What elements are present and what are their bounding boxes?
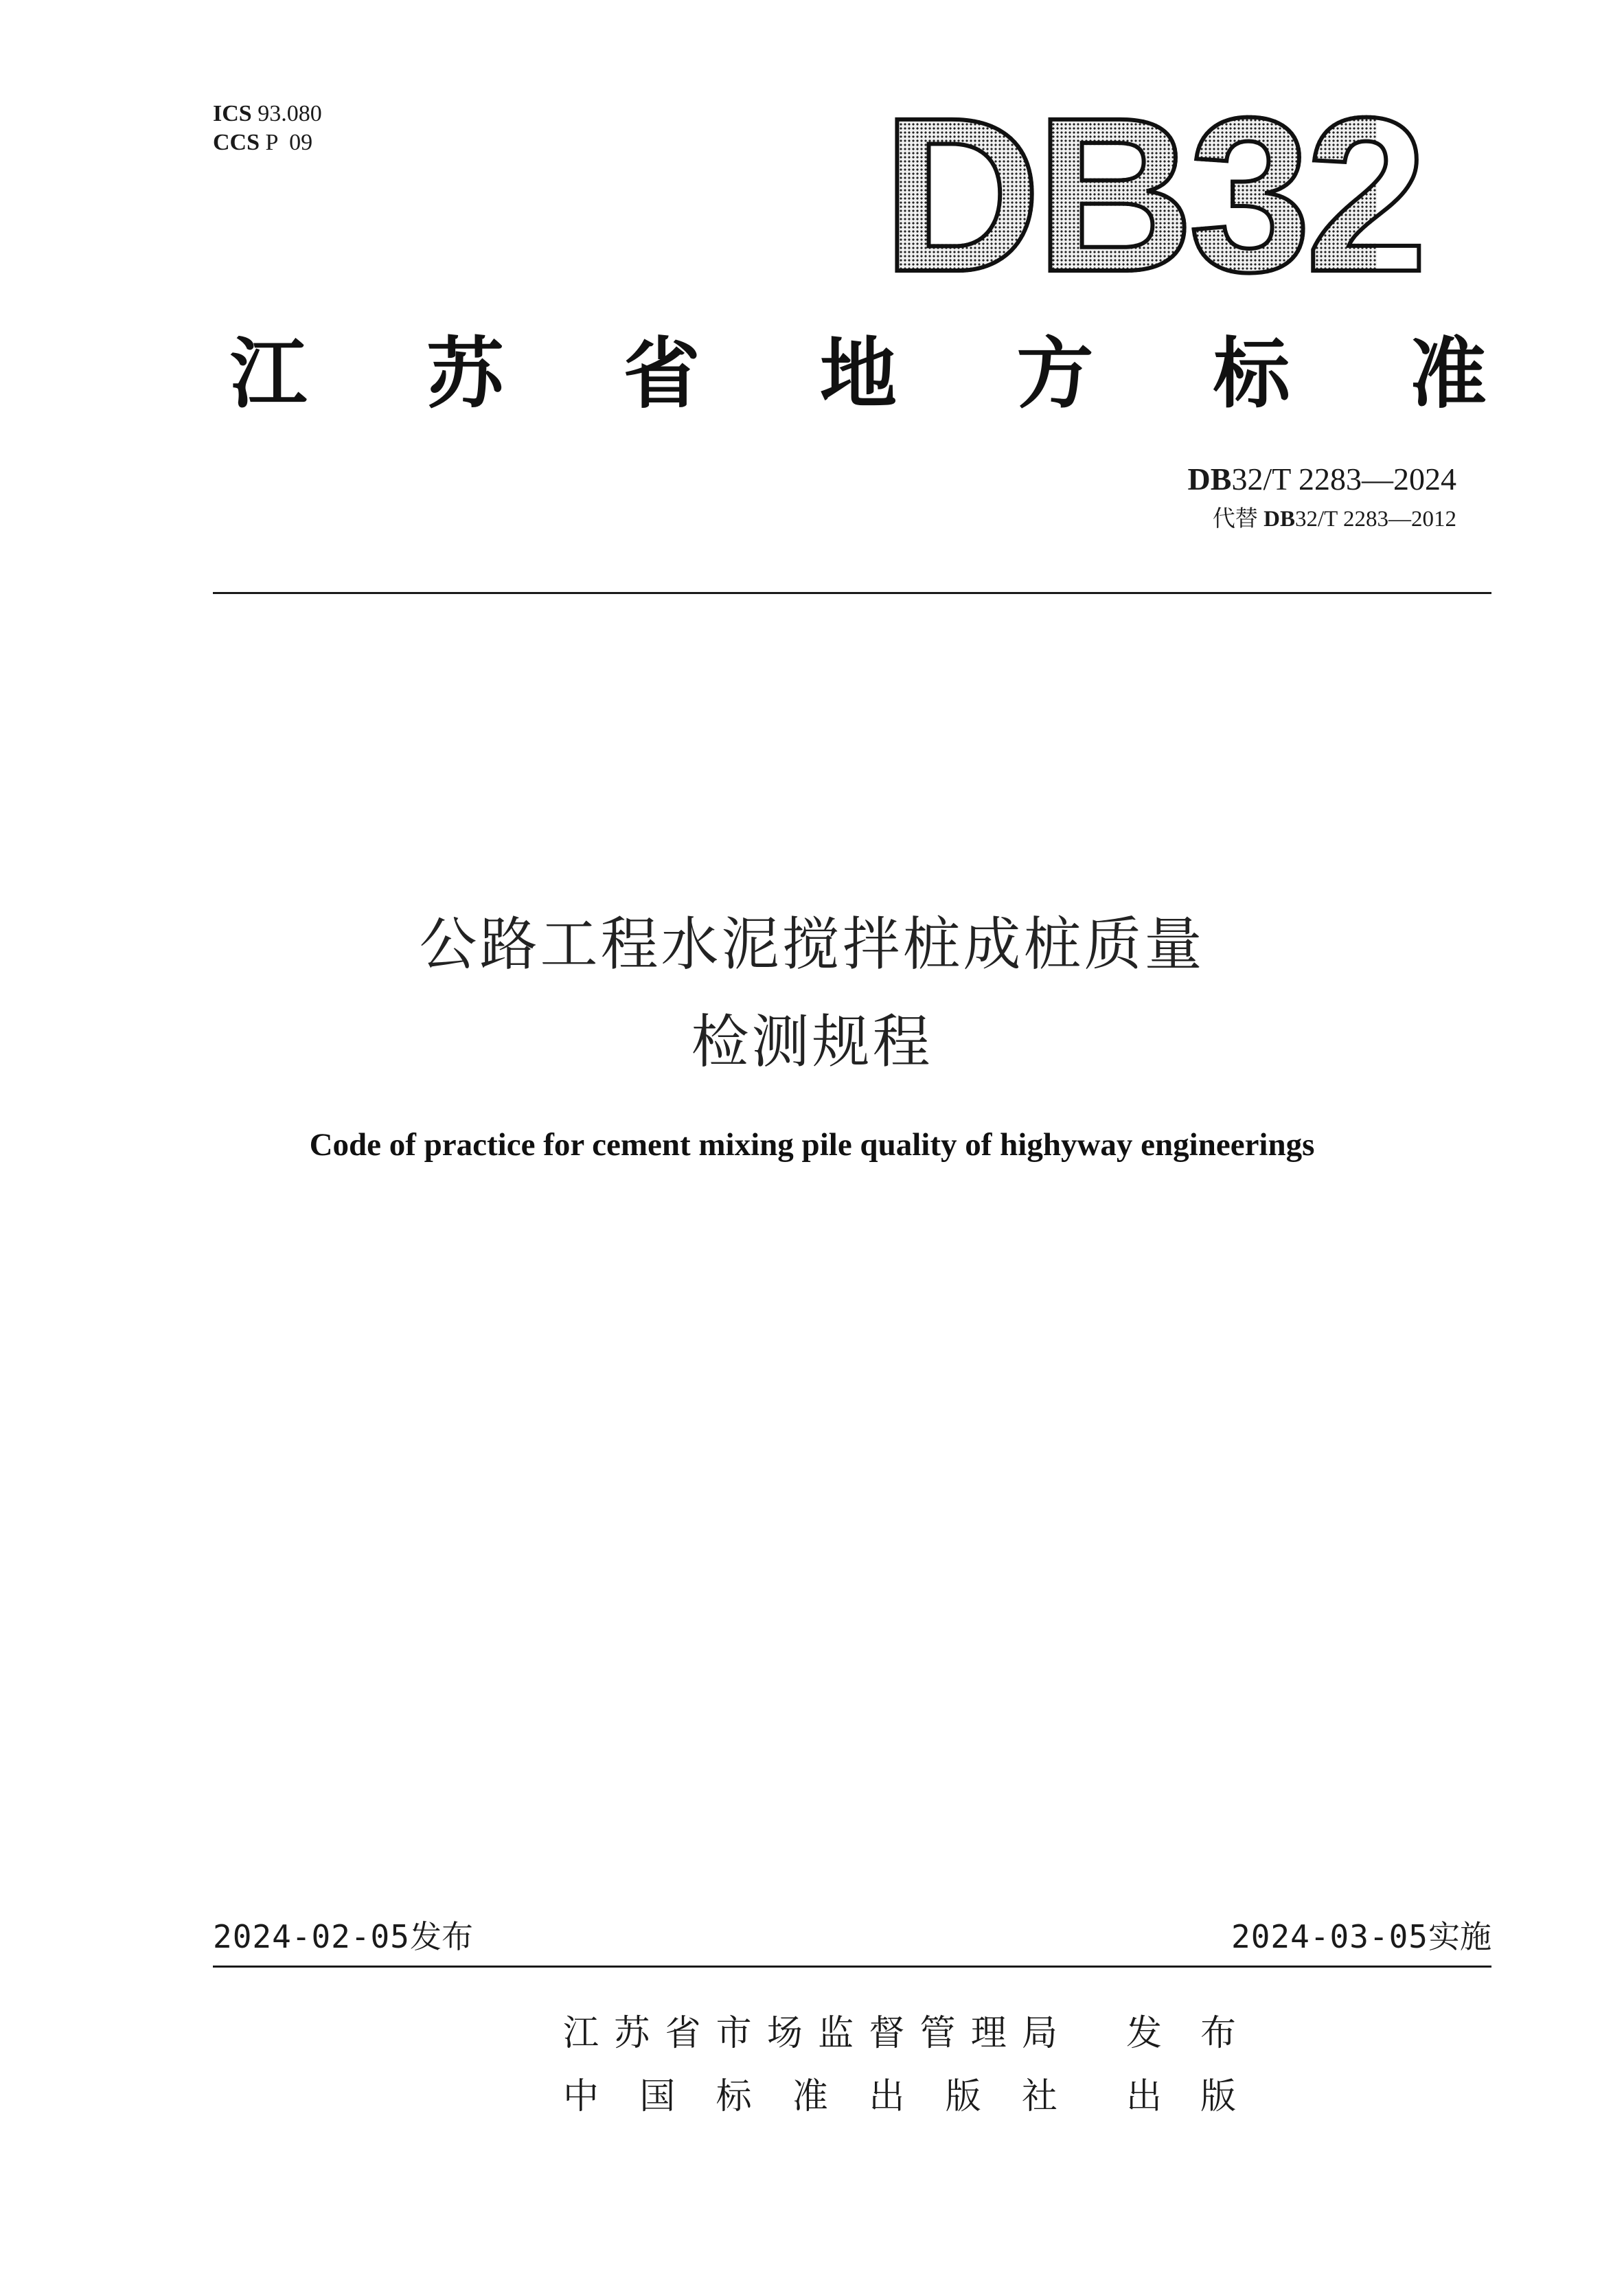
replaces-prefix: DB <box>1263 507 1296 532</box>
press-row <box>563 2067 1236 2119</box>
action-char: 发 <box>1126 2013 1163 2054</box>
db32-logo <box>882 71 1423 317</box>
publisher-org <box>563 2004 1057 2055</box>
standard-code <box>1188 459 1456 500</box>
action-char: 版 <box>1200 2076 1236 2117</box>
org-char: 准 <box>792 2076 828 2117</box>
standard-type-char: 地 <box>819 329 897 419</box>
standard-type-char: 标 <box>1213 329 1290 419</box>
org-char: 江 <box>563 2013 599 2054</box>
org-char: 国 <box>639 2076 676 2117</box>
issue-date-value: 2024-02-05 <box>213 1918 410 1955</box>
effective-date-value: 2024-03-05 <box>1231 1918 1428 1955</box>
replaces-code <box>1188 503 1456 536</box>
ccs-line <box>213 128 322 157</box>
effective-date-label: 实施 <box>1428 1918 1491 1955</box>
ics-value: 93.080 <box>258 101 322 126</box>
action-char: 布 <box>1200 2013 1236 2054</box>
standard-code-block <box>1188 459 1456 536</box>
standard-type-title <box>230 323 1487 419</box>
top-divider <box>213 592 1491 594</box>
standard-code-prefix: DB <box>1187 462 1232 497</box>
publisher-row <box>563 2004 1236 2055</box>
org-char: 督 <box>869 2013 905 2054</box>
issue-date-label: 发布 <box>409 1918 473 1955</box>
org-char: 版 <box>945 2076 981 2117</box>
issue-date <box>213 1912 473 1957</box>
db32-logo-text: DB32 <box>882 71 1423 317</box>
org-char: 局 <box>1021 2013 1057 2054</box>
org-char: 中 <box>563 2076 599 2117</box>
ccs-value: P 09 <box>265 130 313 155</box>
org-char: 理 <box>970 2013 1007 2054</box>
press-action <box>1126 2067 1236 2119</box>
replaces-number: 32/T 2283—2012 <box>1295 507 1456 532</box>
standard-type-char: 江 <box>230 329 307 419</box>
org-char: 出 <box>869 2076 905 2117</box>
org-char: 场 <box>766 2013 803 2054</box>
classification-codes <box>213 100 322 157</box>
effective-date <box>1231 1912 1491 1957</box>
org-char: 社 <box>1021 2076 1057 2117</box>
standard-type-char: 省 <box>623 329 700 419</box>
title-english: Code of practice for cement mixing pile quality of highyway engineerings <box>309 1127 1315 1163</box>
org-char: 省 <box>665 2013 701 2054</box>
standard-type-char: 方 <box>1016 329 1094 419</box>
ics-label: ICS <box>213 101 252 126</box>
org-char: 市 <box>716 2013 752 2054</box>
org-char: 苏 <box>614 2013 650 2054</box>
ccs-label: CCS <box>213 130 260 155</box>
replaces-label: 代替 <box>1212 507 1258 532</box>
org-char: 管 <box>919 2013 956 2054</box>
standard-code-number: 32/T 2283—2024 <box>1231 462 1456 497</box>
publisher-action <box>1126 2004 1236 2055</box>
org-char: 标 <box>716 2076 752 2117</box>
title-cn-line1: 公路工程水泥搅拌桩成桩质量 <box>419 911 1205 978</box>
org-char: 监 <box>818 2013 854 2054</box>
action-char: 出 <box>1126 2076 1163 2117</box>
bottom-divider <box>213 1966 1491 1968</box>
standard-type-char: 苏 <box>426 329 504 419</box>
standard-type-char: 准 <box>1409 329 1487 419</box>
press-org <box>563 2067 1057 2119</box>
ics-line <box>213 100 322 128</box>
title-cn-line2: 检测规程 <box>691 1008 933 1075</box>
